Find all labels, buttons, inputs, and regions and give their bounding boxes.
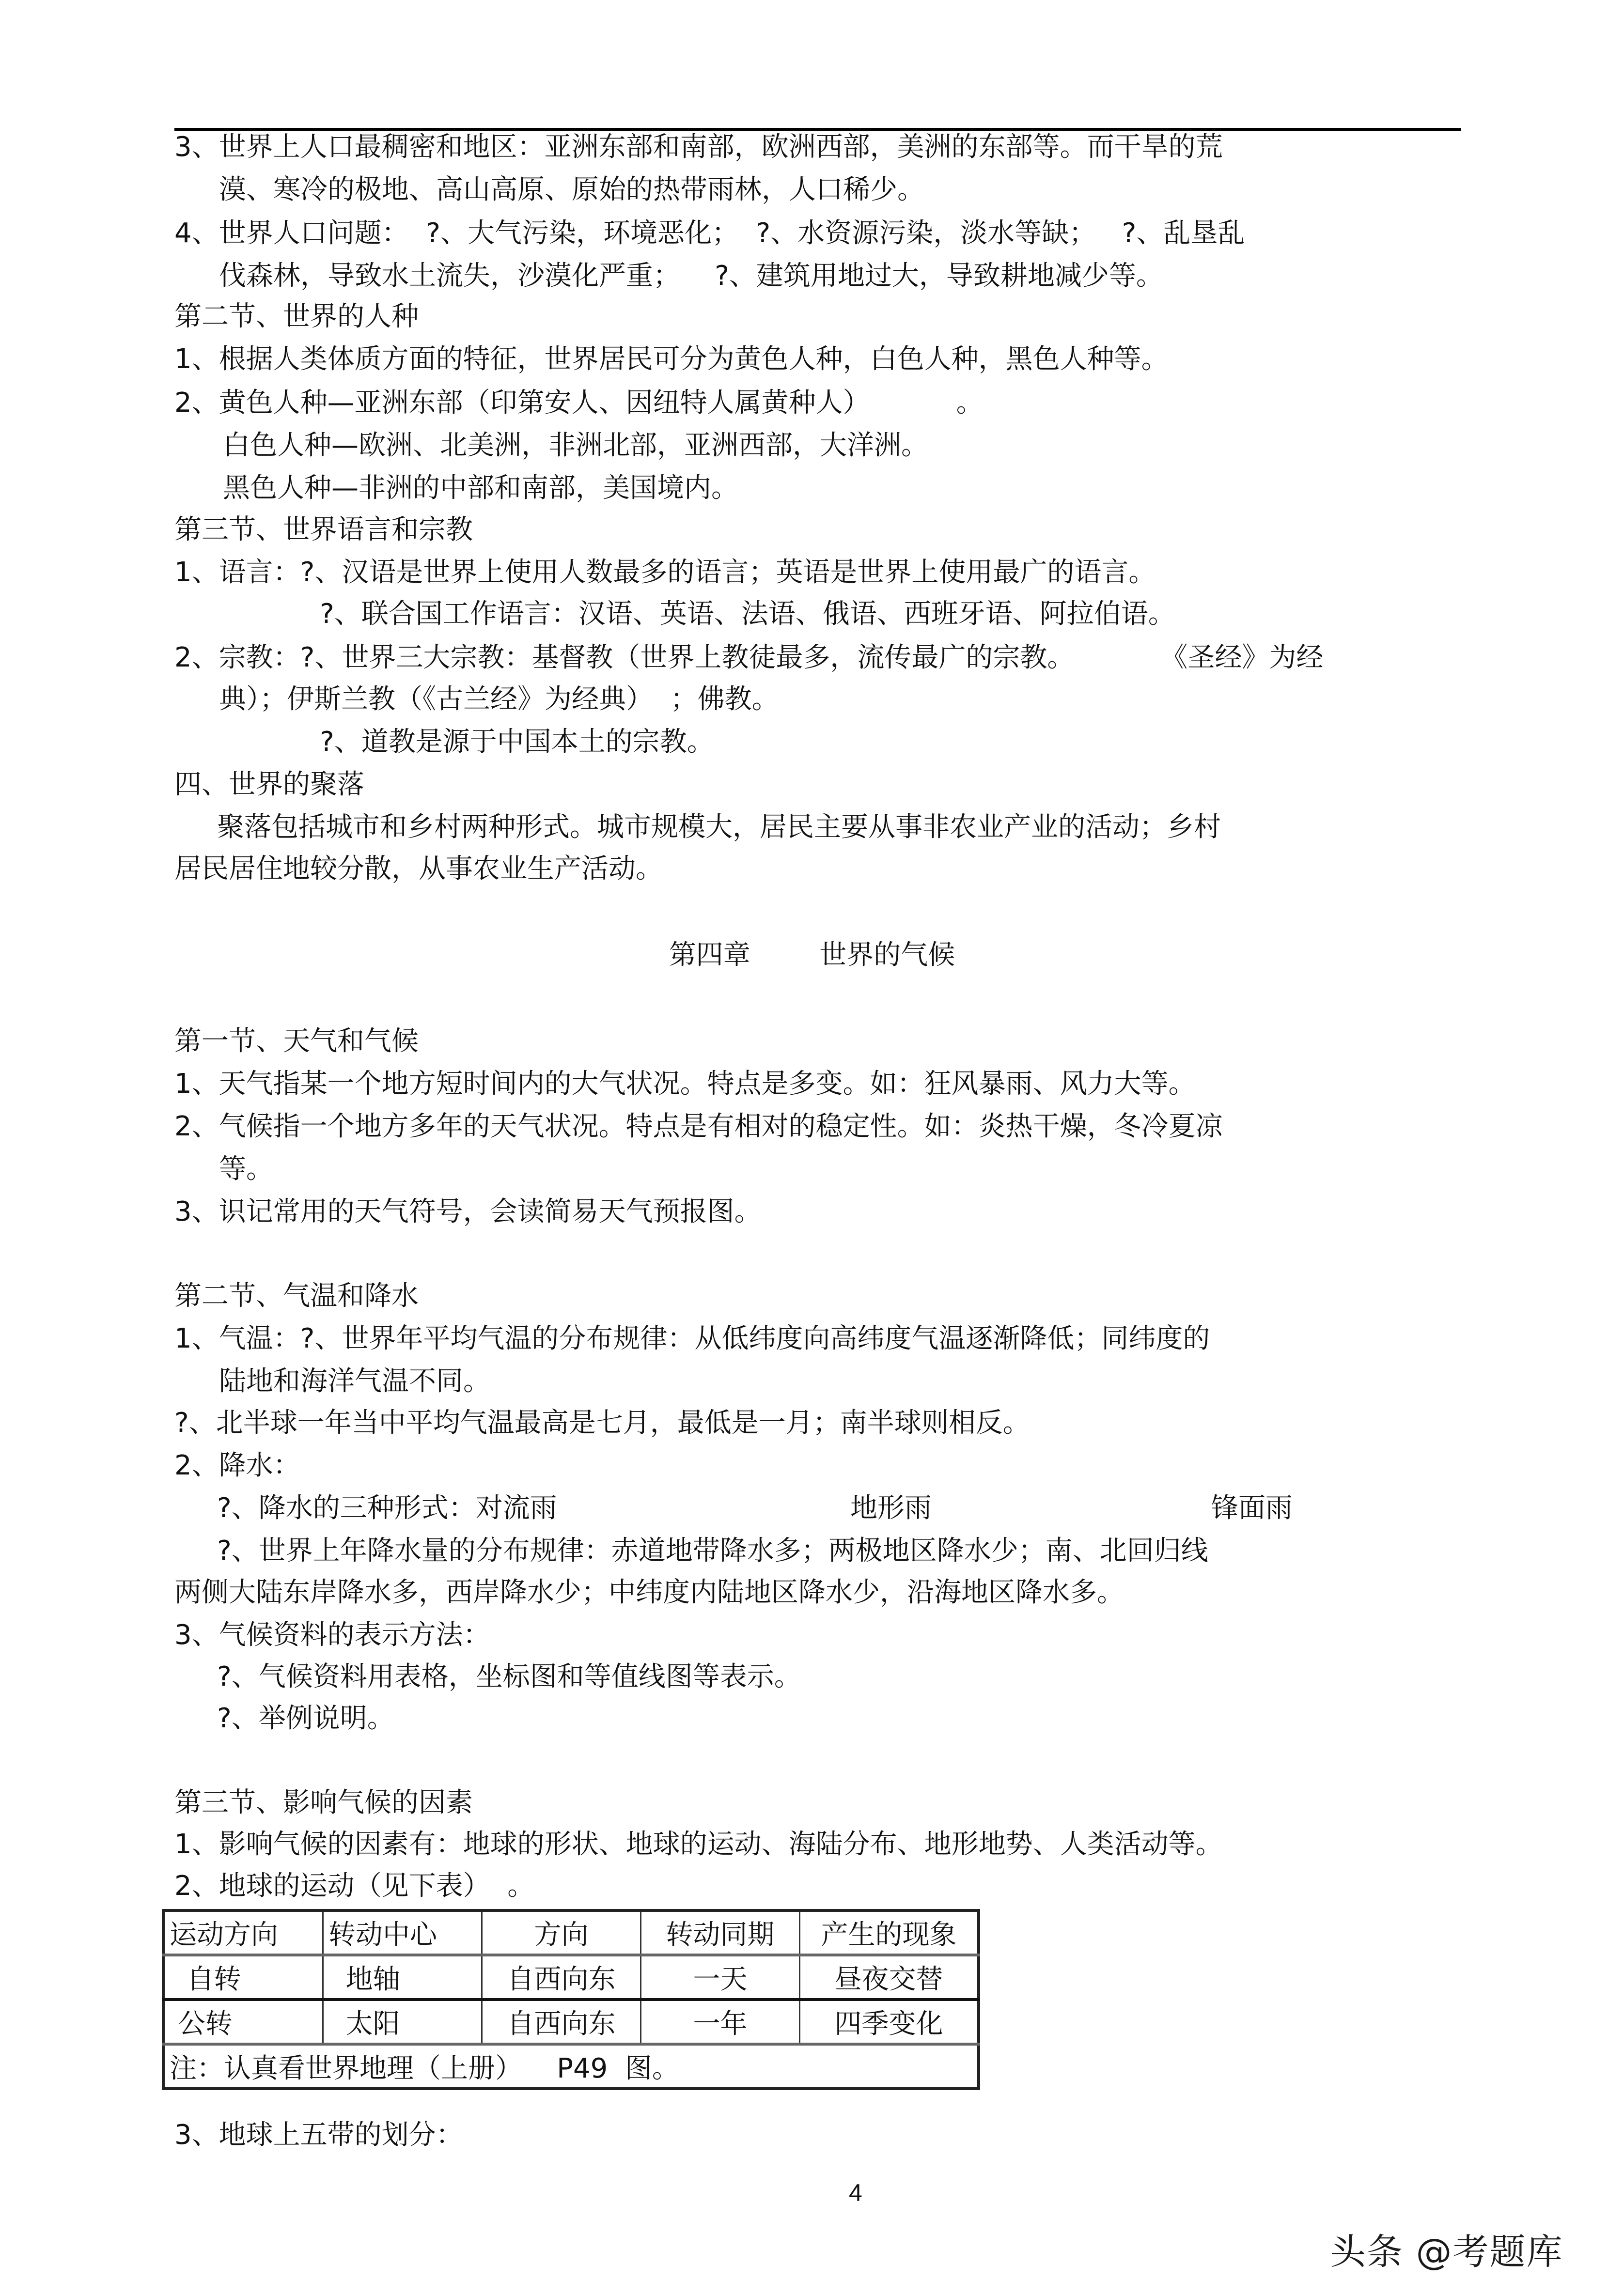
table-header-cell: 转动中心 — [323, 1910, 482, 1955]
page-number: 4 — [849, 2179, 862, 2206]
section-heading-temperature-precipitation: 第二节、气温和降水 — [174, 1280, 419, 1312]
climate-item2-line2: 等。 — [219, 1153, 273, 1185]
table-cell: 自转 — [163, 1955, 323, 2000]
population-density-line1: 3、世界上人口最稠密和地区：亚洲东部和南部，欧洲西部，美洲的东部等。而干旱的荒 — [174, 131, 1223, 163]
precipitation-distribution-line2: 两侧大陆东岸降水多，西岸降水少；中纬度内陆地区降水少，沿海地区降水多。 — [174, 1577, 1124, 1608]
table-header-row — [163, 1910, 979, 1955]
five-zones-item3: 3、地球上五带的划分： — [174, 2119, 463, 2151]
population-problems-line1: 4、世界人口问题： ?、大气污染，环境恶化； ?、水资源污染，淡水等缺； ?、乱垦乱 — [174, 217, 1245, 249]
race-item2-line3: 黑色人种—非洲的中部和南部，美国境内。 — [223, 472, 738, 504]
table-row — [163, 2000, 979, 2044]
table-cell: 地轴 — [323, 1955, 482, 2000]
table-cell: 昼夜交替 — [800, 1955, 979, 2000]
religion-item2-line3: ?、道教是源于中国本土的宗教。 — [320, 726, 714, 758]
watermark: 头条 @考题库 — [1330, 2231, 1563, 2273]
table-header-cell: 产生的现象 — [800, 1910, 979, 1955]
precipitation-form-frontal: 锋面雨 — [1211, 1492, 1293, 1524]
settlement-para-line1: 聚落包括城市和乡村两种形式。城市规模大，居民主要从事非农业产业的活动；乡村 — [217, 811, 1221, 843]
religion-item2-line1: 2、宗教：?、世界三大宗教：基督教（世界上教徒最多，流传最广的宗教。 《圣经》为经 — [174, 642, 1324, 673]
table-header-cell: 转动同期 — [641, 1910, 800, 1955]
precipitation-form-orographic: 地形雨 — [850, 1492, 932, 1524]
section-heading-race: 第二节、世界的人种 — [174, 301, 419, 332]
chapter-title: 第四章 世界的气候 — [669, 939, 955, 971]
table-cell: 一年 — [641, 2000, 800, 2044]
climate-data-sub1: ?、气候资料用表格，坐标图和等值线图等表示。 — [217, 1661, 801, 1692]
earth-motion-item2: 2、地球的运动（见下表） 。 — [174, 1870, 535, 1902]
settlement-para-line2: 居民居住地较分散，从事农业生产活动。 — [174, 853, 663, 884]
race-item2-line2: 白色人种—欧洲、北美洲，非洲北部，亚洲西部，大洋洲。 — [223, 430, 928, 461]
weather-item3: 3、识记常用的天气符号，会读简易天气预报图。 — [174, 1196, 762, 1227]
table-cell: 公转 — [163, 2000, 323, 2044]
section-heading-language: 第三节、世界语言和宗教 — [174, 514, 473, 545]
table-note-row — [163, 2044, 979, 2089]
climate-data-sub2: ?、举例说明。 — [217, 1703, 394, 1734]
table-header-cell: 运动方向 — [163, 1910, 323, 1955]
race-item2-line1: 2、黄色人种—亚洲东部（印第安人、因纽特人属黄种人） 。 — [174, 387, 984, 419]
section-heading-settlement: 四、世界的聚落 — [174, 769, 364, 800]
weather-item1: 1、天气指某一个地方短时间内的大气状况。特点是多变。如：狂风暴雨、风力大等。 — [174, 1068, 1196, 1100]
language-item1-line2: ?、联合国工作语言：汉语、英语、法语、俄语、西班牙语、阿拉伯语。 — [320, 598, 1175, 630]
language-item1-line1: 1、语言：?、汉语是世界上使用人数最多的语言；英语是世界上使用最广的语言。 — [174, 557, 1156, 588]
table-cell: 太阳 — [323, 2000, 482, 2044]
table-cell: 自西向东 — [482, 1955, 641, 2000]
header-rule — [174, 128, 1461, 131]
race-item1: 1、根据人类体质方面的特征，世界居民可分为黄色人种，白色人种，黑色人种等。 — [174, 343, 1169, 375]
table-cell: 一天 — [641, 1955, 800, 2000]
table-note: 注：认真看世界地理（上册） P49 图。 — [163, 2044, 979, 2089]
section-heading-weather-climate: 第一节、天气和气候 — [174, 1025, 419, 1057]
table-header-cell: 方向 — [482, 1910, 641, 1955]
table-cell: 四季变化 — [800, 2000, 979, 2044]
population-problems-line2: 伐森林，导致水土流失，沙漠化严重； ?、建筑用地过大，导致耕地减少等。 — [219, 260, 1163, 292]
table-cell: 自西向东 — [482, 2000, 641, 2044]
precipitation-heading: 2、降水： — [174, 1450, 300, 1481]
precipitation-distribution-line1: ?、世界上年降水量的分布规律：赤道地带降水多；两极地区降水少；南、北回归线 — [217, 1535, 1208, 1567]
earth-motion-table — [162, 1909, 980, 2090]
temperature-item1-line1: 1、气温：?、世界年平均气温的分布规律：从低纬度向高纬度气温逐渐降低；同纬度的 — [174, 1323, 1210, 1354]
table-row — [163, 1955, 979, 2000]
climate-item2-line1: 2、气候指一个地方多年的天气状况。特点是有相对的稳定性。如：炎热干燥，冬冷夏凉 — [174, 1111, 1223, 1142]
precipitation-forms-label: ?、降水的三种形式：对流雨 — [217, 1492, 557, 1524]
temperature-item1-line2: 陆地和海洋气温不同。 — [219, 1365, 490, 1397]
section-heading-climate-factors: 第三节、影响气候的因素 — [174, 1787, 473, 1818]
temperature-item1-sub2: ?、北半球一年当中平均气温最高是七月，最低是一月；南半球则相反。 — [174, 1407, 1030, 1439]
climate-data-heading: 3、气候资料的表示方法： — [174, 1619, 490, 1651]
population-density-line2: 漠、寒冷的极地、高山高原、原始的热带雨林，人口稀少。 — [219, 174, 924, 205]
climate-factors-item1: 1、影响气候的因素有：地球的形状、地球的运动、海陆分布、地形地势、人类活动等。 — [174, 1829, 1223, 1860]
religion-item2-line2: 典）；伊斯兰教（《古兰经》为经典） ；佛教。 — [219, 683, 779, 715]
